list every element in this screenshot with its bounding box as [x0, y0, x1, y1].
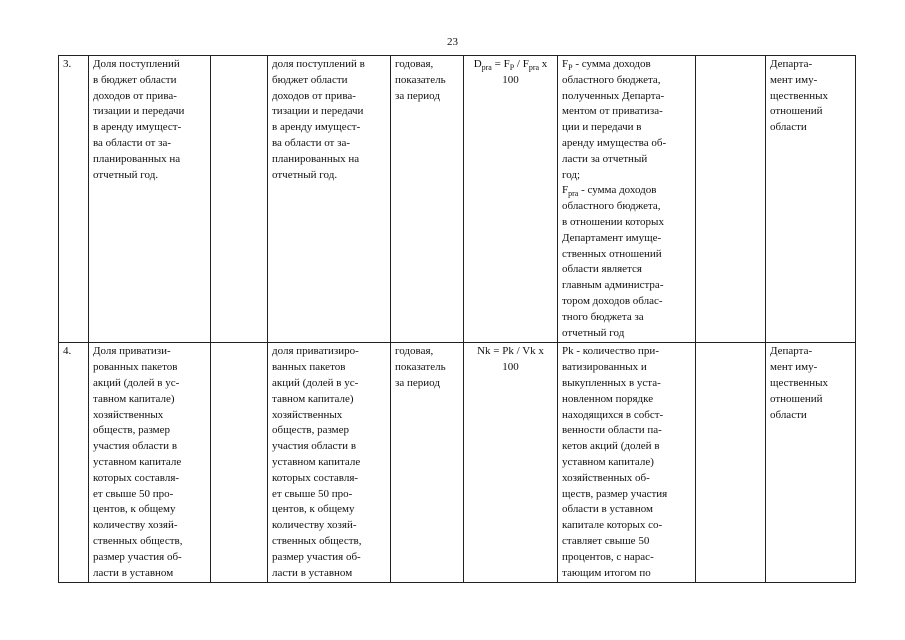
formula: $D_{pra} = F_P / F_{pra}$ x 100 — [464, 56, 558, 343]
empty-cell — [211, 56, 268, 343]
table-row — [59, 56, 856, 343]
empty-cell — [696, 343, 766, 583]
periodicity: годовая, показатель за период — [391, 343, 464, 583]
indicator-name: Доля приватизи- рованных пакетов акций (долей в ус- тавном капитале) хозяйственных обществ, размер участия области в уставном капитале которых составля- ет свыше 50 про- центов, к общему количеству хозяй- ственных обществ, размер участия об- ласти в уставном — [89, 343, 211, 583]
page-number: 23 — [447, 36, 458, 48]
indicator-definition: доля приватизиро- ванных пакетов акций (долей в ус- тавном капитале) хозяйственных обществ, размер участия области в уставном капитале которых составля- ет свыше 50 про- центов, к общему количеству хозяй- ственных обществ, размер участия об- ласти в уставном — [268, 343, 391, 583]
indicator-table — [58, 55, 856, 583]
responsible-body: Департа- мент иму- щественных отношений области — [766, 343, 856, 583]
row-number: 3. — [59, 56, 89, 343]
indicator-name: Доля поступлений в бюджет области доходов от прива- тизации и передачи в аренду имущест- ва области от за- планированных на отчетный год. — [89, 56, 211, 343]
table-row — [59, 343, 856, 583]
formula-description: $F_P$ - сумма доходов областного бюджета, полученных Департа- ментом от приватиза- ции и передачи в аренду имущества об- ласти за отчетный год; $F_{pra}$ - сумма доходов областного бюджета, в отношении которых Департамент имуще- ственных отношений области является главным администра- тором доходов облас- тного бюджета за отчетный год — [558, 56, 696, 343]
row-number: 4. — [59, 343, 89, 583]
formula: Nk = Pk / Vk x 100 — [464, 343, 558, 583]
indicator-definition: доля поступлений в бюджет области доходов от прива- тизации и передачи в аренду имущест- ва области от за- планированных на отчетный год. — [268, 56, 391, 343]
empty-cell — [696, 56, 766, 343]
responsible-body: Департа- мент иму- щественных отношений области — [766, 56, 856, 343]
empty-cell — [211, 343, 268, 583]
periodicity: годовая, показатель за период — [391, 56, 464, 343]
formula-description: Pk - количество при- ватизированных и выкупленных в уста- новленном порядке находящихся в собст- венности области па- кетов акций (долей в уставном капитале) хозяйственных об- ществ, размер участия области в уставном капитале которых со- ставляет свыше 50 процентов, с нарас- тающим итогом по — [558, 343, 696, 583]
